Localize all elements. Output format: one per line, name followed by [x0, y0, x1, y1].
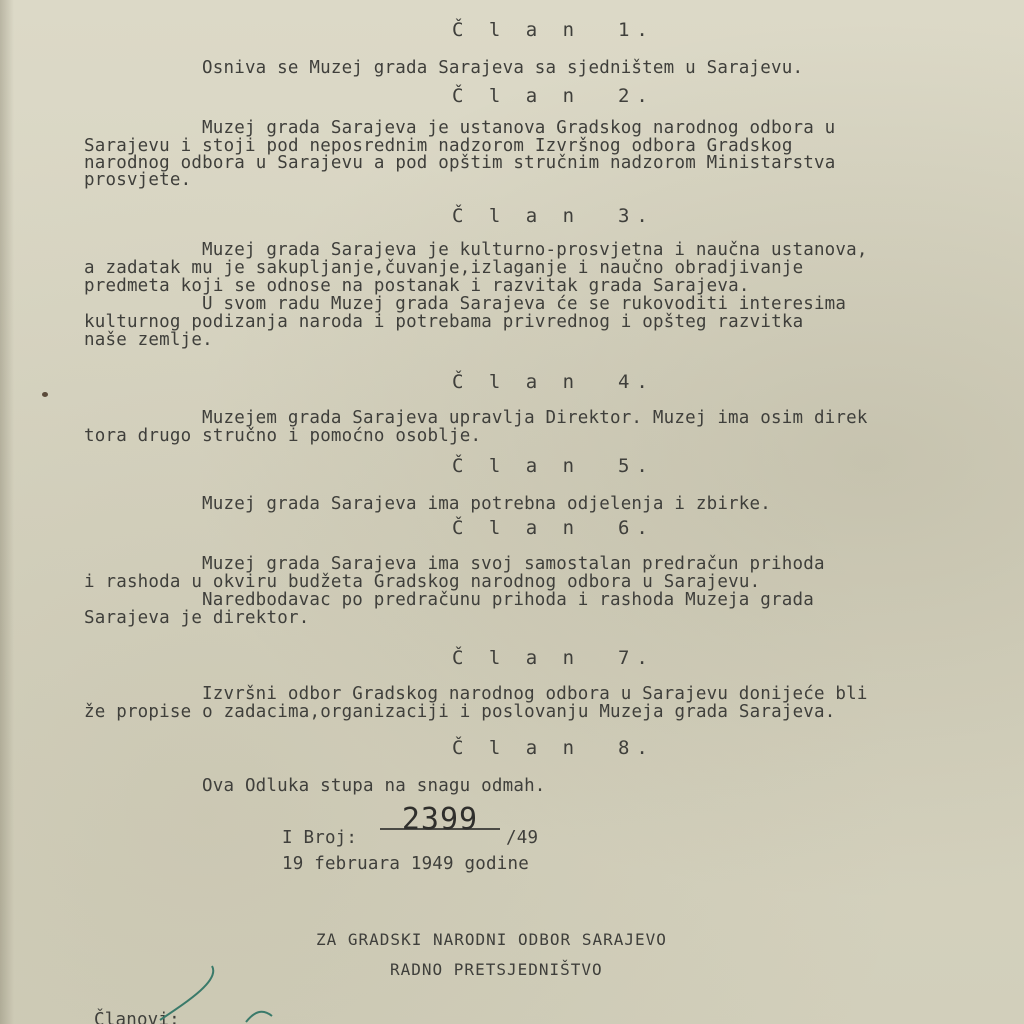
article-2-line-4: prosvjete.: [84, 170, 192, 190]
article-4-line-1: Muzejem grada Sarajeva upravlja Direktor. Muzej ima osim direk: [202, 408, 868, 428]
article-1-heading: Č l a n 1.: [452, 19, 655, 41]
article-8-line-1: Ova Odluka stupa na snagu odmah.: [202, 776, 546, 796]
page-edge-shadow: [0, 0, 14, 1024]
article-2-line-2: Sarajevu i stoji pod neposrednim nadzorom Izvršnog odbora Gradskog: [84, 136, 793, 156]
article-6-line-4: Sarajeva je direktor.: [84, 608, 310, 628]
signature-org-line: ZA GRADSKI NARODNI ODBOR SARAJEVO: [316, 930, 667, 949]
reference-suffix: /49: [506, 828, 539, 848]
article-4-line-2: tora drugo stručno i pomoćno osoblje.: [84, 426, 482, 446]
article-7-heading: Č l a n 7.: [452, 647, 655, 669]
article-3-line-2: a zadatak mu je sakupljanje,čuvanje,izlaganje i naučno obradjivanje: [84, 258, 804, 278]
article-3-line-6: naše zemlje.: [84, 330, 213, 350]
article-2-line-3: narodnog odbora u Sarajevu a pod opštim stručnim nadzorom Ministarstva: [84, 153, 836, 173]
article-5-heading: Č l a n 5.: [452, 455, 655, 477]
article-6-line-3: Naredbodavac po predračunu prihoda i rashoda Muzeja grada: [202, 590, 814, 610]
reference-prefix: I Broj:: [282, 828, 358, 848]
article-6-line-2: i rashoda u okviru budžeta Gradskog narodnog odbora u Sarajevu.: [84, 572, 761, 592]
signature-presidency-line: RADNO PRETSJEDNIŠTVO: [390, 960, 603, 979]
article-3-line-3: predmeta koji se odnose na postanak i razvitak grada Sarajeva.: [84, 276, 750, 296]
article-6-heading: Č l a n 6.: [452, 517, 655, 539]
ink-spot: [42, 392, 48, 397]
article-3-heading: Č l a n 3.: [452, 205, 655, 227]
article-1-line-1: Osniva se Muzej grada Sarajeva sa sjedništem u Sarajevu.: [202, 58, 804, 78]
article-2-line-1: Muzej grada Sarajeva je ustanova Gradskog narodnog odbora u: [202, 118, 836, 138]
reference-date: 19 februara 1949 godine: [282, 854, 529, 874]
signature-mark: [150, 960, 290, 1024]
article-7-line-2: že propise o zadacima,organizaciji i poslovanju Muzeja grada Sarajeva.: [84, 702, 836, 722]
article-3-line-1: Muzej grada Sarajeva je kulturno-prosvjetna i naučna ustanova,: [202, 240, 868, 260]
members-label: Članovi:: [94, 1010, 180, 1024]
article-8-heading: Č l a n 8.: [452, 737, 655, 759]
article-5-line-1: Muzej grada Sarajeva ima potrebna odjelenja i zbirke.: [202, 494, 772, 514]
article-2-heading: Č l a n 2.: [452, 85, 655, 107]
article-7-line-1: Izvršni odbor Gradskog narodnog odbora u Sarajevu donijeće bli: [202, 684, 868, 704]
article-6-line-1: Muzej grada Sarajeva ima svoj samostalan predračun prihoda: [202, 554, 825, 574]
article-4-heading: Č l a n 4.: [452, 371, 655, 393]
reference-number: 2399: [380, 812, 500, 830]
article-3-line-4: U svom radu Muzej grada Sarajeva će se rukovoditi interesima: [202, 294, 847, 314]
article-3-line-5: kulturnog podizanja naroda i potrebama privrednog i opšteg razvitka: [84, 312, 804, 332]
